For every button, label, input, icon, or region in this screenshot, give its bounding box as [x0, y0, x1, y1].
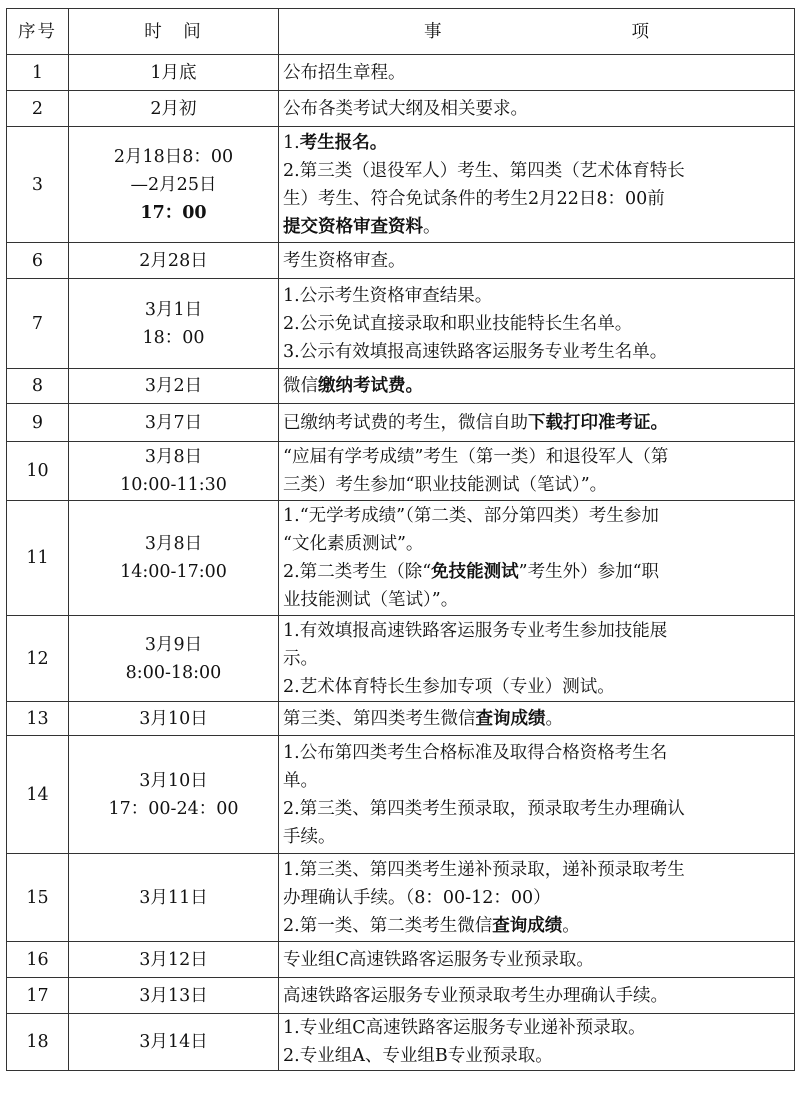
event-text: 1.公示考生资格审查结果。	[283, 285, 493, 306]
event-text-bold: 考生报名。	[299, 132, 388, 153]
event-text: 2.第一类、第二类考生微信	[283, 915, 493, 936]
row-event	[279, 369, 795, 404]
event-line	[283, 185, 790, 213]
row-event	[279, 442, 795, 501]
event-text: 已缴纳考试费的考生，微信自助	[283, 412, 528, 433]
time-line: 3月8日	[144, 534, 203, 554]
schedule-table	[6, 8, 795, 1071]
event-line	[283, 213, 790, 241]
event-line	[283, 912, 790, 940]
event-text-bold: 提交资格审查资料	[283, 216, 423, 237]
row-number: 7	[7, 279, 69, 369]
row-number: 14	[7, 736, 69, 854]
table-row	[7, 616, 795, 702]
event-line	[283, 502, 790, 530]
event-line	[283, 645, 790, 673]
event-text-bold: 缴纳考试费。	[318, 376, 423, 396]
table-row	[7, 55, 795, 91]
row-number: 13	[7, 702, 69, 736]
time-line: 3月13日	[139, 985, 208, 1006]
event-text: 3.公示有效填报高速铁路客运服务专业考生名单。	[283, 341, 668, 362]
row-time	[69, 854, 279, 942]
time-line: 3月10日	[139, 770, 208, 791]
table-row	[7, 702, 795, 736]
table-row	[7, 978, 795, 1014]
event-line	[283, 739, 790, 767]
row-number: 18	[7, 1014, 69, 1071]
row-time	[69, 978, 279, 1014]
event-line	[283, 247, 790, 275]
table-row	[7, 854, 795, 942]
row-time	[69, 616, 279, 702]
table-row	[7, 279, 795, 369]
header-row	[7, 9, 795, 55]
header-no: 序号	[7, 9, 69, 55]
time-line: 18：00	[142, 327, 205, 348]
row-event	[279, 243, 795, 279]
row-time	[69, 279, 279, 369]
time-line: 3月7日	[144, 412, 203, 433]
time-line: 2月18日8：00	[113, 146, 234, 167]
row-event	[279, 279, 795, 369]
row-event	[279, 404, 795, 442]
time-line: —2月25日	[130, 174, 217, 195]
event-line	[283, 471, 790, 499]
event-text-bold: 下载打印准考证。	[528, 412, 668, 433]
event-line	[283, 372, 790, 400]
row-time	[69, 243, 279, 279]
event-line	[283, 823, 790, 851]
event-text: 高速铁路客运服务专业预录取考生办理确认手续。	[283, 985, 668, 1006]
row-number: 12	[7, 616, 69, 702]
event-line	[283, 310, 790, 338]
row-event	[279, 978, 795, 1014]
row-event	[279, 501, 795, 616]
event-line	[283, 946, 790, 974]
event-text: 生）考生、符合免试条件的考生2月22日8：00前	[283, 188, 665, 209]
row-number: 1	[7, 55, 69, 91]
row-time	[69, 127, 279, 243]
event-line	[283, 982, 790, 1010]
event-text: 1.第三类、第四类考生递补预录取，递补预录取考生	[283, 859, 685, 880]
time-line: 17：00	[140, 202, 207, 223]
row-time	[69, 702, 279, 736]
event-line	[283, 530, 790, 558]
row-event	[279, 55, 795, 91]
time-line: 8:00-18:00	[125, 662, 222, 683]
row-time	[69, 942, 279, 978]
table-row	[7, 942, 795, 978]
event-text: 1.有效填报高速铁路客运服务专业考生参加技能展	[283, 620, 668, 641]
event-line	[283, 673, 790, 701]
event-line	[283, 558, 790, 586]
row-number: 17	[7, 978, 69, 1014]
time-line: 3月9日	[144, 634, 203, 655]
time-line: 3月8日	[144, 447, 203, 467]
event-text: 专业组C高速铁路客运服务专业预录取。	[283, 949, 594, 970]
event-line	[283, 884, 790, 912]
event-text: 示。	[283, 648, 318, 669]
event-text: 公布各类考试大纲及相关要求。	[283, 98, 528, 119]
header-event-a: 事	[424, 21, 442, 42]
row-time	[69, 91, 279, 127]
event-line	[283, 409, 790, 437]
event-text-bold: 查询成绩	[492, 915, 563, 936]
time-line: 1月底	[150, 62, 197, 83]
time-line: 3月10日	[139, 708, 208, 729]
table-row	[7, 91, 795, 127]
row-number: 2	[7, 91, 69, 127]
event-text: 考生资格审查。	[283, 250, 406, 271]
event-line	[283, 157, 790, 185]
row-event	[279, 616, 795, 702]
event-text: “应届有学考成绩”考生（第一类）和退役军人（第	[283, 447, 669, 467]
table-row	[7, 127, 795, 243]
time-line: 2月初	[150, 98, 197, 119]
event-text: 办理确认手续。（8：00-12：00）	[283, 887, 551, 908]
event-line	[283, 795, 790, 823]
row-number: 8	[7, 369, 69, 404]
row-event	[279, 127, 795, 243]
row-event	[279, 1014, 795, 1071]
row-event	[279, 702, 795, 736]
event-text-bold: 免技能测试	[431, 562, 519, 582]
row-number: 3	[7, 127, 69, 243]
row-time	[69, 404, 279, 442]
event-line	[283, 1014, 790, 1042]
event-line	[283, 129, 790, 157]
event-text: 2.第三类（退役军人）考生、第四类（艺术体育特长	[283, 160, 685, 181]
table-row	[7, 369, 795, 404]
header-event	[279, 9, 795, 55]
time-line: 3月2日	[144, 376, 203, 396]
row-time	[69, 736, 279, 854]
event-text: 微信	[283, 376, 318, 396]
row-number: 11	[7, 501, 69, 616]
table-row	[7, 243, 795, 279]
event-text: 三类）考生参加“职业技能测试（笔试）”。	[283, 475, 608, 495]
event-text: 1.专业组C高速铁路客运服务专业递补预录取。	[283, 1018, 646, 1038]
event-line	[283, 338, 790, 366]
time-line: 3月11日	[139, 887, 208, 908]
event-text: 第三类、第四类考生微信	[283, 708, 476, 729]
row-number: 9	[7, 404, 69, 442]
event-text-bold: 查询成绩	[475, 708, 546, 729]
event-text: 1.	[283, 132, 300, 153]
row-time	[69, 55, 279, 91]
event-text: ”考生外）参加“职	[518, 562, 660, 582]
row-number: 10	[7, 442, 69, 501]
time-line: 14:00-17:00	[120, 562, 227, 582]
event-text: 。	[545, 708, 563, 729]
row-time	[69, 369, 279, 404]
event-line	[283, 856, 790, 884]
event-text: 。	[423, 216, 441, 237]
event-text: “文化素质测试”。	[283, 534, 424, 554]
table-row	[7, 404, 795, 442]
event-line	[283, 1042, 790, 1070]
row-number: 16	[7, 942, 69, 978]
event-line	[283, 586, 790, 614]
time-line: 3月14日	[139, 1032, 208, 1052]
table-row	[7, 442, 795, 501]
time-line: 3月12日	[139, 949, 208, 970]
event-text: 1.公布第四类考生合格标准及取得合格资格考生名	[283, 742, 668, 763]
time-line: 2月28日	[139, 250, 208, 271]
event-text: 2.第二类考生（除“	[283, 562, 432, 582]
table-row	[7, 736, 795, 854]
event-line	[283, 767, 790, 795]
event-text: 2.艺术体育特长生参加专项（专业）测试。	[283, 676, 615, 697]
row-number: 15	[7, 854, 69, 942]
event-line	[283, 617, 790, 645]
row-time	[69, 1014, 279, 1071]
event-line	[283, 705, 790, 733]
row-event	[279, 942, 795, 978]
time-line: 10:00-11:30	[120, 475, 227, 495]
event-line	[283, 59, 790, 87]
event-text: 2.专业组A、专业组B专业预录取。	[283, 1046, 553, 1066]
event-line	[283, 443, 790, 471]
row-number: 6	[7, 243, 69, 279]
header-time: 时 间	[69, 9, 279, 55]
table-row	[7, 501, 795, 616]
event-text: 2.公示免试直接录取和职业技能特长生名单。	[283, 313, 633, 334]
row-event	[279, 91, 795, 127]
row-event	[279, 854, 795, 942]
event-line	[283, 95, 790, 123]
event-text: 手续。	[283, 826, 336, 847]
event-line	[283, 282, 790, 310]
time-line: 17：00-24：00	[108, 798, 239, 819]
event-text: 公布招生章程。	[283, 62, 406, 83]
row-event	[279, 736, 795, 854]
event-text: 2.第三类、第四类考生预录取，预录取考生办理确认	[283, 798, 685, 819]
row-time	[69, 442, 279, 501]
event-text: 1.“无学考成绩”（第二类、部分第四类）考生参加	[283, 506, 659, 526]
header-event-b: 项	[631, 21, 649, 42]
row-time	[69, 501, 279, 616]
event-text: 单。	[283, 770, 318, 791]
time-line: 3月1日	[144, 299, 203, 320]
event-text: 业技能测试（笔试）”。	[283, 590, 459, 610]
event-text: 。	[562, 915, 580, 936]
table-row	[7, 1014, 795, 1071]
